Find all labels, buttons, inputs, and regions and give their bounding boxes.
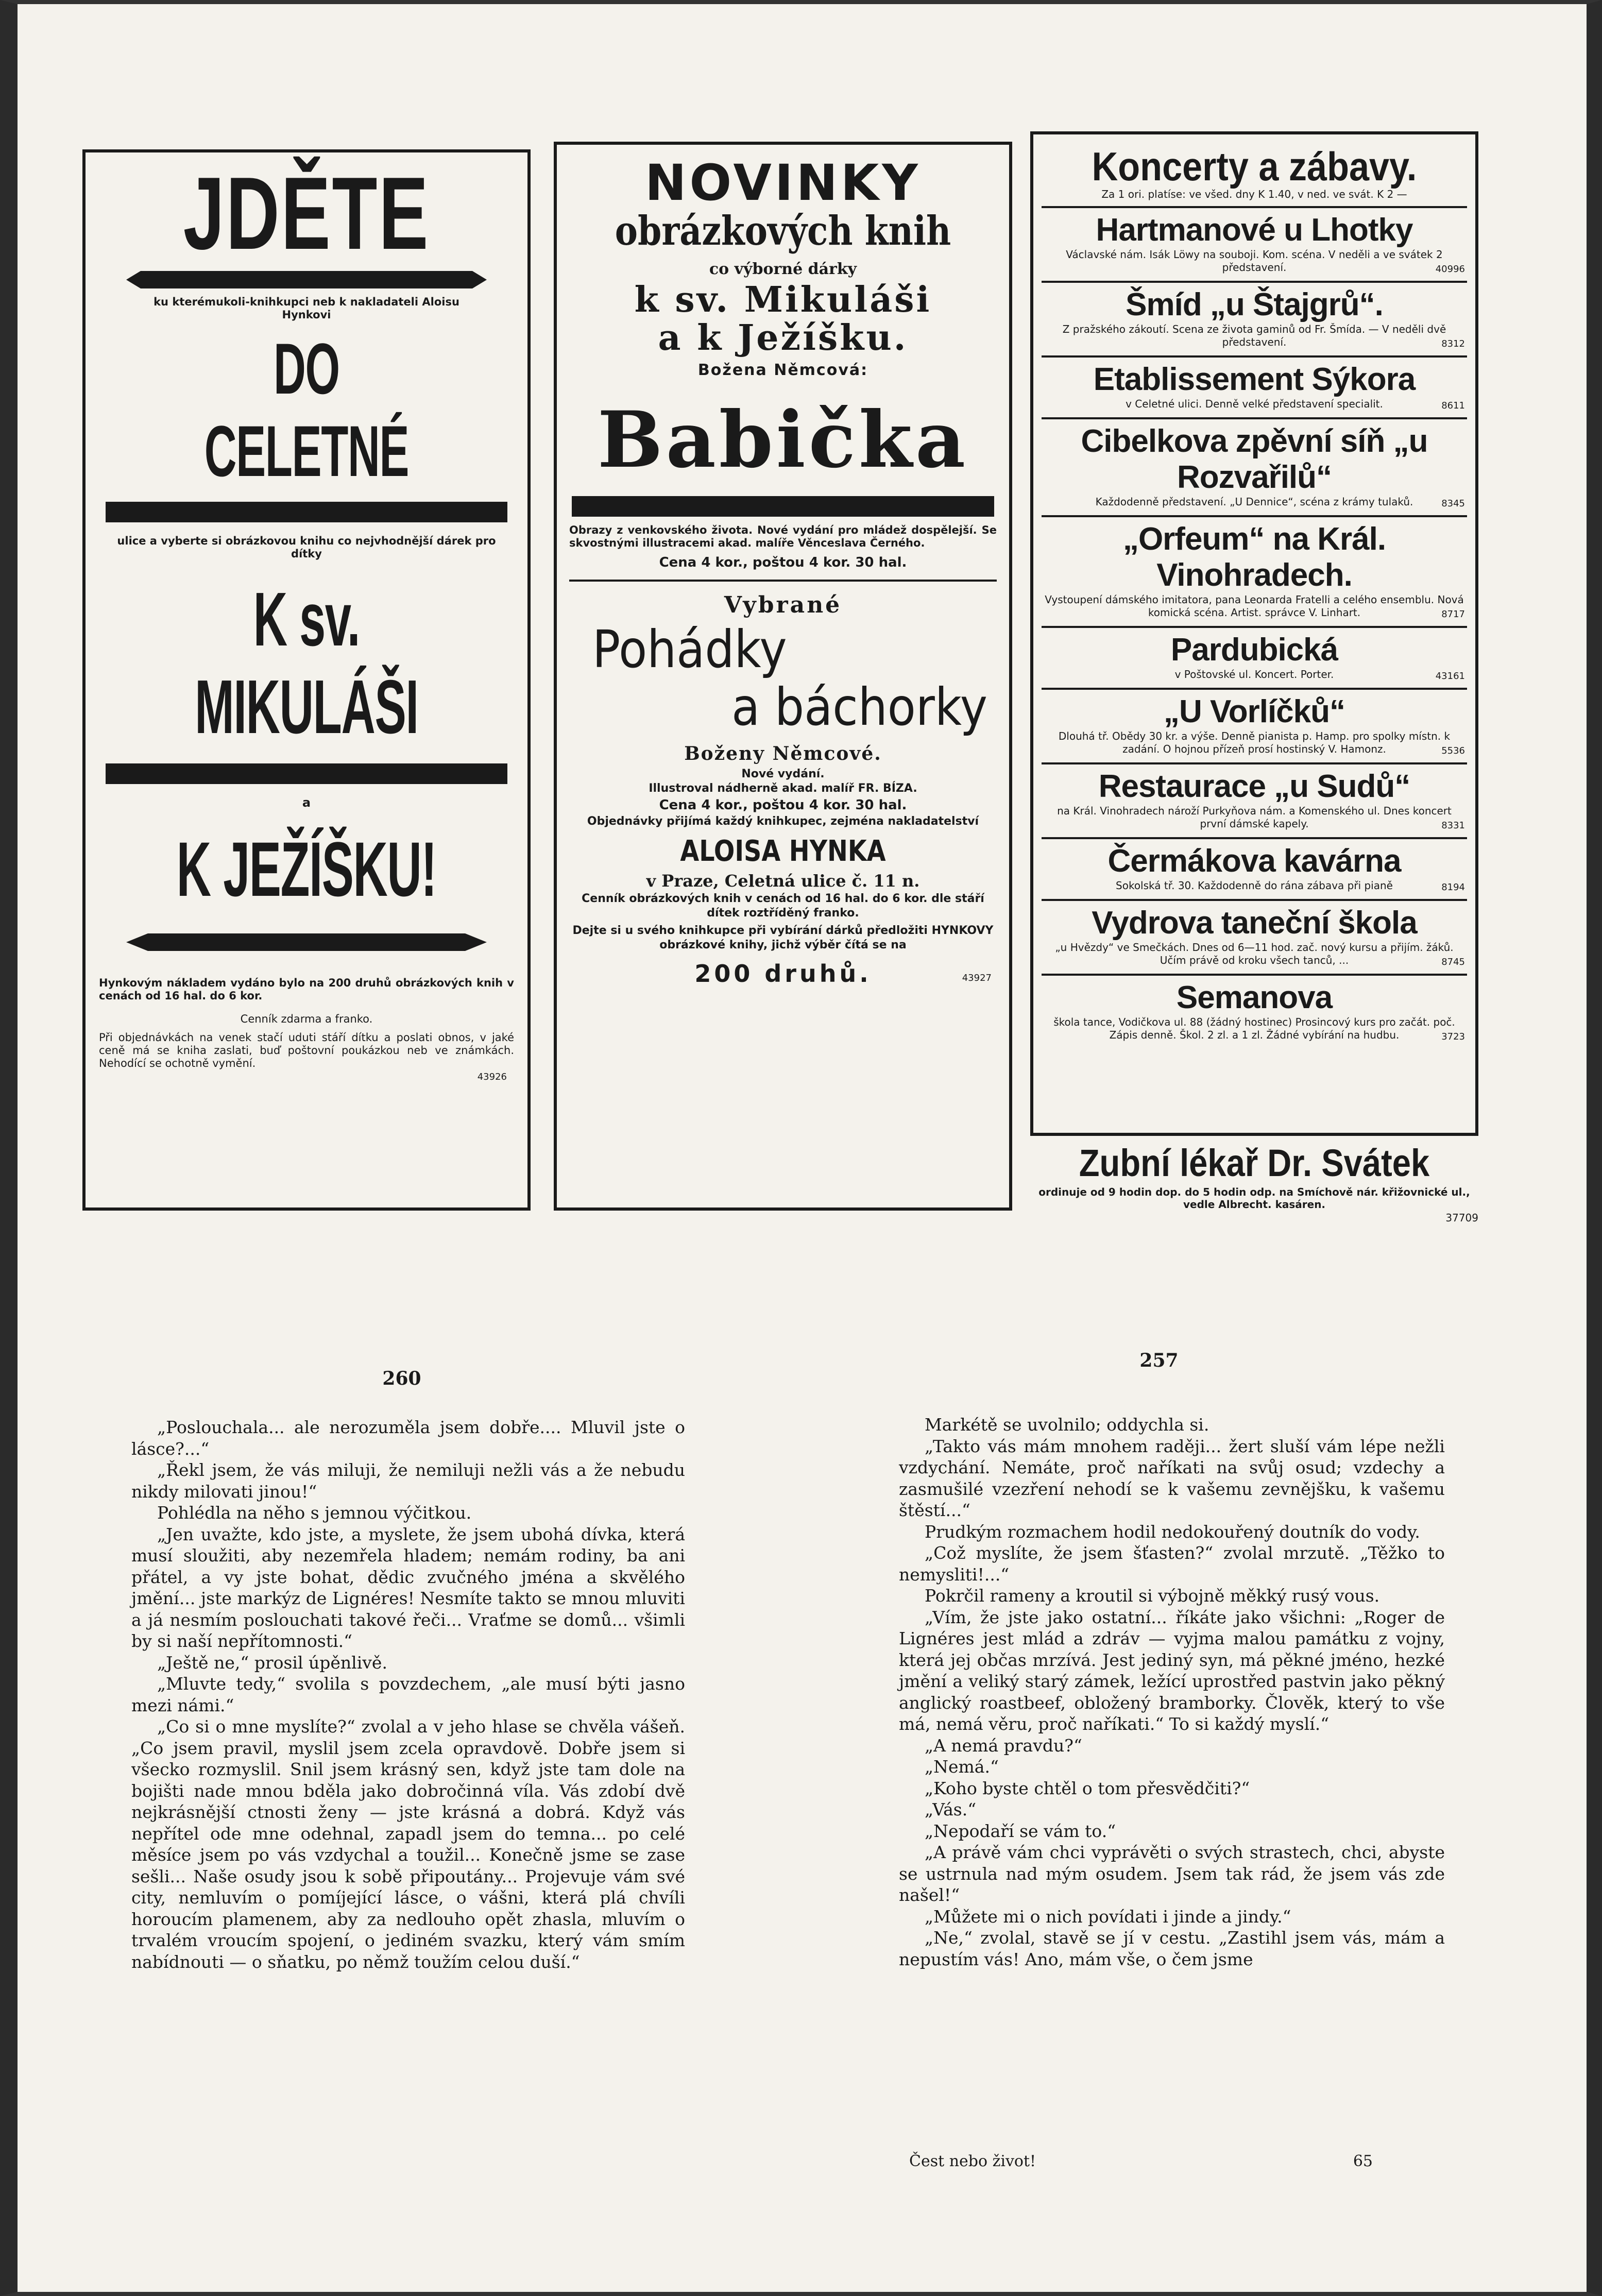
koncerty-item [1042,419,1467,517]
koncerty-list [1042,208,1467,1048]
koncerty-header-note: Za 1 ori. platíse: ve všed. dny K 1.40, v ned. ve svát. K 2 — [1101,188,1407,200]
paragraph: „Jen uvažte, kdo jste, a myslete, že jsem ubohá dívka, která musí sloužiti, aby nezemřela hladem; nemám rodiny, ba ani přátel, a vy jste bohat, dědic zvučného jména a skvělého jmění... jste markýz de Lignéres! Nesmíte takto se mnou mluviti a já nesmím poslouchati takové řeči... Vraťme se domů... všimli by si naší nepřítomnosti.“ [131,1524,685,1651]
koncerty-item-title: Semanova [1176,980,1333,1015]
ad-novinky-line2: k sv. Mikuláši [634,279,932,320]
koncerty-item-text: „u Hvězdy“ ve Smečkách. Dnes od 6—11 hod. zač. nový kursu a přijím. žáků. Učím právě od kroku všech tanců, ... [1055,941,1454,966]
ad-novinky [554,142,1012,1211]
koncerty-item-code: 8312 [1441,338,1465,349]
paragraph: „Mluvte tedy,“ svolila s povzdechem, „ale musí býti jasno mezi námi.“ [131,1674,685,1715]
koncerty-item-title: Šmíd „u Štajgrů“. [1126,287,1383,322]
paragraph: „A právě vám chci vyprávěti o svých strastech, chci, abyste se ustrnula nad mým osudem. Jsem tak rád, že jsem vás zde našel!“ [899,1842,1445,1905]
koncerty-item-code: 8194 [1441,882,1465,893]
paragraph: „Nepodaří se vám to.“ [925,1821,1116,1841]
ad-jdete-do-celetne: DO CELETNÉ [204,328,409,491]
koncerty-item [1042,976,1467,1048]
koncerty-item-title: Čermákova kavárna [1107,843,1401,879]
decor-bar [126,933,487,951]
decor-bar [106,763,507,784]
paragraph: „Vím, že jste jako ostatní... říkáte jako všichni: „Roger de Lignéres jest mlád a zdráv — vyjma malou památku z vojny, která jej občas mrzívá. Jest jediný syn, má pěkné jméno, hezké jmění a veliký starý zámek, ležící uprostřed pastvin jako pěkný anglický roastbeef, obložený bramborky. Člověk, který to vše má, nemá věru, proč naříkati.“ To si každý myslí.“ [899,1607,1445,1734]
ad-jdete-line2: ulice a vyberte si obrázkovou knihu co nejvhodnější dárek pro dítky [117,535,496,560]
paragraph: „Ne,“ zvolal, stavě se jí v cestu. „Zastihl jsem vás, mám a nepustím vás! Ano, mám vše, o čem jsme [899,1928,1445,1969]
koncerty-item-code: 5536 [1441,745,1465,756]
divider [569,580,997,582]
ad-jdete-line1: ku kterémukoli-knihkupci neb k nakladateli Aloisu Hynkovi [154,296,459,321]
ad-novinky-title: NOVINKY [645,154,921,212]
paragraph: „A nemá pravdu?“ [925,1735,1082,1756]
koncerty-item-text: Václavské nám. Isák Löwy na souboji. Kom. scéna. V neděli a ve svátek 2 představení. [1066,248,1443,274]
koncerty-item-code: 8331 [1441,820,1465,831]
right-page-number: 257 [1139,1350,1179,1371]
koncerty-item-code: 40996 [1435,264,1465,275]
ad-novinky-author: Božena Němcová: [697,361,868,379]
koncerty-header [1042,141,1467,208]
paragraph: Prudkým rozmachem hodil nedokouřený doutník do vody. [925,1521,1420,1542]
ad-novinky-subtitle: obrázkových knih [615,208,951,254]
ad-novinky-nove: Nové vydání. [741,768,825,780]
paragraph: „Takto vás mám mnohem raději... žert sluší vám lépe nežli vzdychání. Nemáte, proč naříkati na svůj osud; vzdechy a zasmušilé vzezření nehodí se k vašemu zevnějšku, k vašemu štěstí...“ [899,1436,1445,1520]
dentist-code: 37709 [1445,1212,1478,1224]
signature-number: 65 [1353,2152,1373,2170]
paragraph: „Nemá.“ [925,1757,999,1777]
koncerty-item-title: Restaurace „u Sudů“ [1098,769,1410,804]
koncerty-item-text: v Celetné ulici. Denně velké představení specialit. [1126,398,1383,410]
paragraph: „Poslouchala... ale nerozuměla jsem dobře.... Mluvil jste o lásce?...“ [131,1417,685,1459]
ad-novinky-count: 200 druhů. [694,960,872,988]
ad-jdete-a: a [302,795,311,810]
koncerty-item-title: Cibelkova zpěvní síň „u Rozvařilů“ [1081,423,1428,495]
running-title: Čest nebo život! [909,2152,1036,2170]
ad-jdete-footer3: Při objednávkách na venek stačí uduti stáří dítku a poslati obnos, v jaké ceně má se kniha zaslati, buď poštovní poukázkou neb ve známkách. Nehodící se ochotně vymění. [99,1031,514,1069]
ad-novinky-vybrane: Vybrané [724,592,842,618]
ad-dentist [1030,1142,1478,1224]
ad-novinky-desc: Obrazy z venkovského života. Nové vydání pro mládež dospělejší. Se skvostnými illustracemi akad. malíře Věnceslava Černého. [569,524,997,549]
right-page-text [899,1414,1445,1970]
koncerty-item-code: 3723 [1441,1031,1465,1042]
ad-jdete-k-sv-mikulasi: K sv. MIKULÁŠI [195,577,418,750]
koncerty-item-code: 8345 [1441,498,1465,509]
ad-novinky-price1: Cena 4 kor., poštou 4 kor. 30 hal. [659,555,907,570]
decor-bar [126,271,487,288]
ad-novinky-book: Babička [597,395,969,485]
ad-novinky-code: 43927 [962,973,992,983]
ad-novinky-catalog: Cenník obrázkových knih v cenách od 16 hal. do 6 kor. dle stáří dítek roztříděný franko. [582,892,984,920]
paragraph: „Ještě ne,“ prosil úpěnlivě. [157,1652,387,1673]
koncerty-item-title: „Orfeum“ na Král. Vinohradech. [1122,521,1386,593]
koncerty-item [1042,839,1467,901]
koncerty-item-title: Pardubická [1170,632,1338,668]
koncerty-item [1042,517,1467,628]
decor-bar [572,496,994,517]
koncerty-item-text: v Poštovské ul. Koncert. Porter. [1174,668,1334,681]
ad-novinky-hint: Dejte si u svého knihkupce při vybírání dárků předložiti HYNKOVY obrázkové knihy, jichž výběr čítá se na [572,924,994,951]
koncerty-item-text: škola tance, Vodičkova ul. 88 (žádný hostinec) Prosincový kurs pro začát. poč. Zápis denně. Škol. 2 zl. a 1 zl. Žádné vybírání na hudbu. [1053,1016,1455,1041]
ad-novinky-address: v Praze, Celetná ulice č. 11 n. [646,871,920,891]
koncerty-item-text: Z pražského zákoutí. Scena ze života gaminů od Fr. Šmída. — V neděli dvě představení. [1062,323,1446,348]
koncerty-title: Koncerty a zábavy. [1092,144,1417,189]
paragraph: „Vás.“ [925,1799,977,1819]
koncerty-item-title: Vydrova taneční škola [1092,905,1417,941]
ad-novinky-pohadky2: a báchorky [731,677,987,737]
koncerty-item-title: „U Vorlíčků“ [1163,694,1345,729]
ad-novinky-pohadky1: Pohádky [592,619,787,679]
ad-jdete-code: 43926 [477,1072,507,1082]
koncerty-item-text: Sokolská tř. 30. Každodenně do rána zábava při pianě [1116,879,1393,892]
paragraph: „Řekl jsem, že vás miluji, že nemiluji nežli vás a že nebudu nikdy milovati jinou!“ [131,1460,685,1502]
decor-bar [106,502,507,522]
ad-novinky-order: Objednávky přijímá každý knihkupec, zejména nakladatelství [587,815,979,828]
paragraph: „Můžete mi o nich povídati i jinde a jindy.“ [925,1906,1291,1927]
dentist-text: ordinuje od 9 hodin dop. do 5 hodin odp. na Smíchově nár. křižovnické ul., vedle Albrecht. kasáren. [1038,1186,1470,1211]
ad-jdete-k-jezisku: K JEŽÍŠKU! [176,826,437,912]
koncerty-item [1042,764,1467,839]
paragraph: „Koho byste chtěl o tom přesvědčiti?“ [925,1778,1250,1798]
right-page-footer [909,2152,1445,2170]
koncerty-item-code: 43161 [1435,671,1465,682]
koncerty-item-title: Hartmanové u Lhotky [1096,212,1413,248]
ad-novinky-line3: a k Ježíšku. [658,317,908,359]
ad-jdete-footer2: Cenník zdarma a franko. [240,1013,373,1025]
ad-novinky-price2: Cena 4 kor., poštou 4 kor. 30 hal. [659,797,907,813]
koncerty-item-text: Dlouhá tř. Obědy 30 kr. a výše. Denně pianista p. Hamp. pro spolky místn. k zadání. O hojnou přízeň prosí hostinský V. Hamonz. [1058,730,1451,755]
koncerty-item [1042,358,1467,419]
dentist-title: Zubní lékař Dr. Svátek [1079,1142,1430,1184]
koncerty-item [1042,690,1467,764]
koncerty-item-text: Vystoupení dámského imitatora, pana Leonarda Fratelli a celého ensemblu. Nová komická scéna. Artist. správce V. Linhart. [1045,593,1464,619]
koncerty-item-code: 8745 [1441,957,1465,967]
koncerty-item-text: Každodenně představení. „U Dennice“, scéna z krámy tulaků. [1095,496,1413,508]
paragraph: „Co si o mne myslíte?“ zvolal a v jeho hlase se chvěla vášeň. „Co jsem pravil, myslil jsem zcela opravdově. Dobře jsem si všecko rozmyslil. Snil jsem krásný sen, když jste tam dole na bojišti nade mnou bděla jako dobročinná víla. Vás zdobí dvě nejkrásnější ctnosti ženy — jste krásná a dobrá. Když vás nepřítel ode mne odehnal, zapadl jsem do temna... po celé měsíce jsem po vás vzdychal a toužil... Konečně jsme se zase sešli... Naše osudy jsou k sobě připoutány... Projevuje vám své city, nemluvím o pomíjející lásce, o vášni, která plá chvíli horoucím plamenem, aby za nedlouho opět zhasla, mluvím o trvalém vroucím spojení, o jediném svazku, který vám smím nabídnouti — o sňatku, po němž toužím celou duší.“ [131,1716,685,1972]
ad-novinky-illus: Illustroval nádherně akad. malíř FR. BÍZA. [649,782,917,795]
left-page-text [131,1417,685,1972]
paragraph: Pohlédla na něho s jemnou výčitkou. [157,1503,472,1523]
koncerty-item-title: Etablissement Sýkora [1093,362,1416,397]
paragraph: Pokrčil rameny a kroutil si výbojně měkký rusý vous. [925,1586,1380,1606]
ad-novinky-publisher: ALOISA HYNKA [680,835,886,868]
ad-novinky-line1: co výborné dárky [709,260,857,278]
ad-jdete-footer1: Hynkovým nákladem vydáno bylo na 200 druhů obrázkových knih v cenách od 16 hal. do 6 kor. [99,977,514,1002]
ad-jdete-headline: JDĚTE [183,156,430,271]
koncerty-item-code: 8717 [1441,609,1465,620]
koncerty-item [1042,901,1467,976]
koncerty-item [1042,208,1467,283]
koncerty-item [1042,628,1467,690]
ad-jdete [82,149,531,1211]
koncerty-item [1042,283,1467,358]
paragraph: „Což myslíte, že jsem šťasten?“ zvolal mrzutě. „Těžko to nemysliti!...“ [899,1543,1445,1585]
koncerty-item-code: 8611 [1441,400,1465,411]
paragraph: Markétě se uvolnilo; oddychla si. [925,1415,1209,1435]
ad-koncerty [1030,131,1478,1136]
koncerty-item-text: na Král. Vinohradech nároží Purkyňova nám. a Komenského ul. Dnes koncert první dámské kapely. [1057,805,1452,830]
left-page-number: 260 [382,1368,421,1389]
ad-novinky-author2: Boženy Němcové. [684,743,882,764]
